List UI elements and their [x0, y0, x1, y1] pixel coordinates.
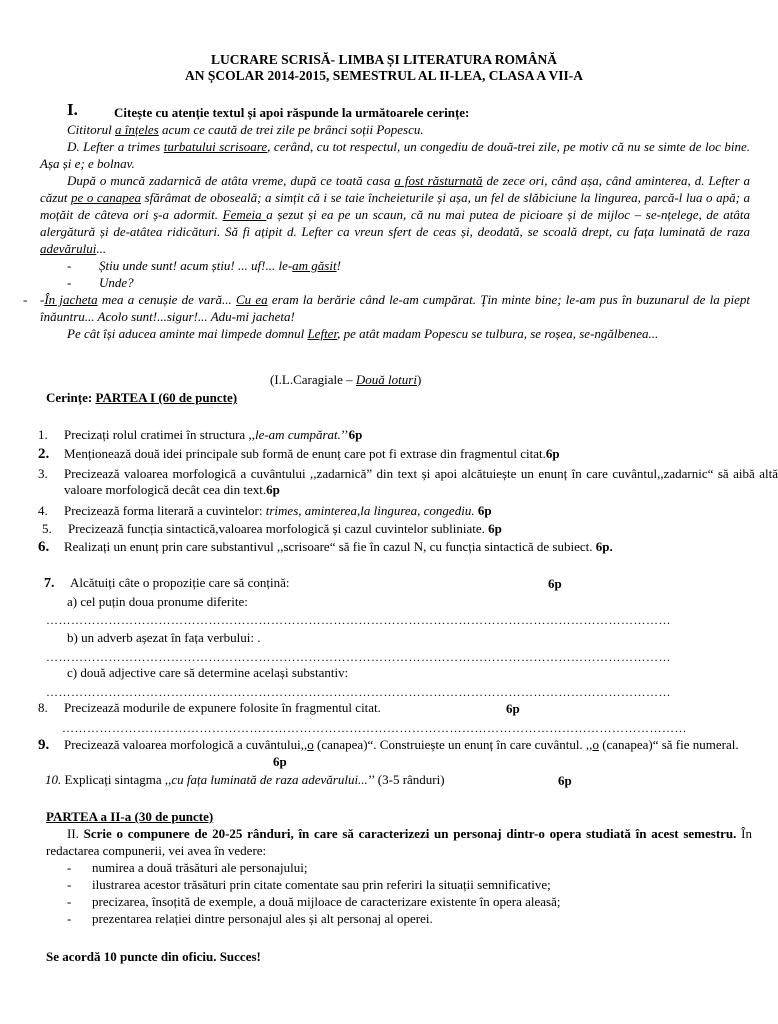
list-item: - numirea a două trăsături ale personajului; [67, 860, 308, 875]
question-2: 2. Menționează două idei principale sub formă de enunț care pot fi extrase din fragmentul citat.6p [38, 446, 560, 462]
list-item: - precizarea, însoțită de exemple, a două mijloace de caracterizare existente în opera aleasă; [67, 894, 561, 909]
underlined-word: turbatului scrisoare [163, 139, 268, 154]
part1-heading: Cerințe: PARTEA I (60 de puncte) [46, 390, 238, 405]
question-10: 10. Explicați sintagma ,,cu fața luminată de raza adevărului...’’ (3-5 rânduri) [45, 772, 445, 787]
dialogue-line: - -În jacheta mea a cenușie de vară... Cu ea eram la berărie când le-am cumpărat. Țin minte bine; le-am pus în buzunarul de la piept înăuntru... Acolo sunt!...sigur!... Adu-mi jacheta! [23, 292, 750, 324]
underlined-word: adevărului [40, 241, 97, 256]
section-roman-numeral: I. [67, 100, 78, 119]
underlined-word: a fost răsturnată [394, 173, 483, 188]
underlined-word: Lefter [307, 326, 338, 341]
excerpt-paragraph: Pe cât își aducea aminte mai limpede domnul Lefter, pe atât madam Popescu se tulbura, se roșea, se-ngălbenea... [67, 326, 659, 341]
excerpt-paragraph: După o muncă zadarnică de atâta vreme, după ce toată casa a fost răsturnată de zece ori, când așa, când aminterea, d. Lefter a căzut pe o canapea sfărâmat de oboseală; a simțit că i se taie încheieturile și așa, un fel de slăbiciune la lingurea, parcă-l lua o apă; a moțăit de câteva ori ș-a adormit. Femeia a șezut și ea pe un scaun, că nu mai putea de picioare și de mijloc – se-nțelege, de atâta alergătură și de-atâtea ridicături. Să fi ațipit d. Lefter ca vreun sfert de ceas și, deodată, se scoală drept, cu fața luminată de raza adevărului... [40, 173, 750, 256]
title-line-1: LUCRARE SCRISĂ- LIMBA ȘI LITERATURA ROMÂNĂ [211, 52, 557, 67]
question-7: 7. Alcătuiți câte o propoziție care să conțină: [44, 575, 290, 591]
underlined-word: Femeia [222, 207, 267, 222]
list-item: - prezentarea relației dintre personajul ales și alt personaj al operei. [67, 911, 433, 926]
underlined-word: o [592, 737, 599, 752]
footer-note: Se acordă 10 puncte din oficiu. Succes! [46, 949, 261, 964]
answer-line[interactable]: …………………………………………………………………………………………………………………………………… [46, 685, 671, 699]
question-8: 8. Precizează modurile de expunere folosite în fragmentul citat. [38, 700, 381, 715]
underlined-word: În jacheta [44, 292, 98, 307]
question-4: 4. Precizează forma literară a cuvintelor: trimes, aminterea,la lingurea, congediu. 6p [38, 503, 492, 518]
question-7c: c) două adjective care să determine același substantiv: [67, 665, 349, 680]
part2-heading: PARTEA a II-a (30 de puncte) [46, 809, 214, 824]
question-7-points: 6p [548, 576, 562, 591]
part2-instruction: II. Scrie o compunere de 20-25 rânduri, în care să caracterizezi un personaj dintr-o opera studiată în acest semestru. În redactarea compunerii, vei avea în vedere: [46, 826, 752, 858]
answer-line[interactable]: …………………………………………………………………………………………………………………………………… [46, 650, 671, 664]
question-3: 3. Precizează valoarea morfologică a cuvântului ,,zadarnică” din text și apoi alcătuiește un enunț în care cuvântul,,zadarnic“ să aibă altă valoare morfologică decât cea din text.6p [38, 466, 778, 497]
question-5: 5. Precizează funcția sintactică,valoarea morfologică și cazul cuvintelor subliniate. 6p [42, 521, 502, 536]
underlined-word: Cu ea [235, 292, 268, 307]
section-instruction: Citește cu atenție textul și apoi răspunde la următoarele cerințe: [114, 105, 470, 120]
question-1: 1. Precizați rolul cratimei în structura ,,le-am cumpărat.’’6p [38, 427, 363, 442]
underlined-word: o [307, 737, 314, 752]
excerpt-paragraph: D. Lefter a trimes turbatului scrisoare, cerând, cu tot respectul, un congediu de două-trei zile, pe motiv că nu se simte de loc bine. Așa și e; e bolnav. [40, 139, 750, 171]
question-9-points: 6p [273, 754, 287, 769]
question-9: 9. Precizează valoarea morfologică a cuvântului,,o (canapea)“. Construiește un enunț în care cuvântul. ,,o (canapea)“ să fie numeral. [38, 737, 739, 753]
requirements-list [67, 859, 757, 927]
title-line-2: AN ȘCOLAR 2014-2015, SEMESTRUL AL II-LEA, CLASA A VII-A [184, 68, 584, 83]
question-6: 6. Realizați un enunț prin care substantivul ,,scrisoare“ să fie în cazul N, cu funcția sintactică de subiect. 6p. [38, 539, 613, 555]
answer-line[interactable]: …………………………………………………………………………………………………………………………………… [62, 721, 687, 735]
underlined-word: a înțeles [115, 122, 159, 137]
question-8-points: 6p [506, 701, 520, 716]
underlined-word: am găsit [292, 258, 337, 273]
dialogue-line: - Unde? [67, 275, 134, 290]
answer-line[interactable]: …………………………………………………………………………………………………………………………………… [46, 613, 671, 627]
question-10-points: 6p [558, 773, 572, 788]
source-citation: (I.L.Caragiale – Două loturi) [270, 372, 422, 387]
question-7a: a) cel puțin doua pronume diferite: [67, 594, 248, 609]
literary-excerpt [23, 121, 750, 342]
underlined-word: pe o canapea [71, 190, 141, 205]
excerpt-paragraph: Cititorul a înțeles acum ce caută de trei zile pe brânci soții Popescu. [67, 122, 424, 137]
dialogue-line: - Știu unde sunt! acum știu! ... uf!... le-am găsit! [67, 258, 341, 273]
question-7b: b) un adverb așezat în fața verbului: . [67, 630, 261, 645]
list-item: - ilustrarea acestor trăsături prin citate comentate sau prin referiri la situații semnificative; [67, 877, 551, 892]
